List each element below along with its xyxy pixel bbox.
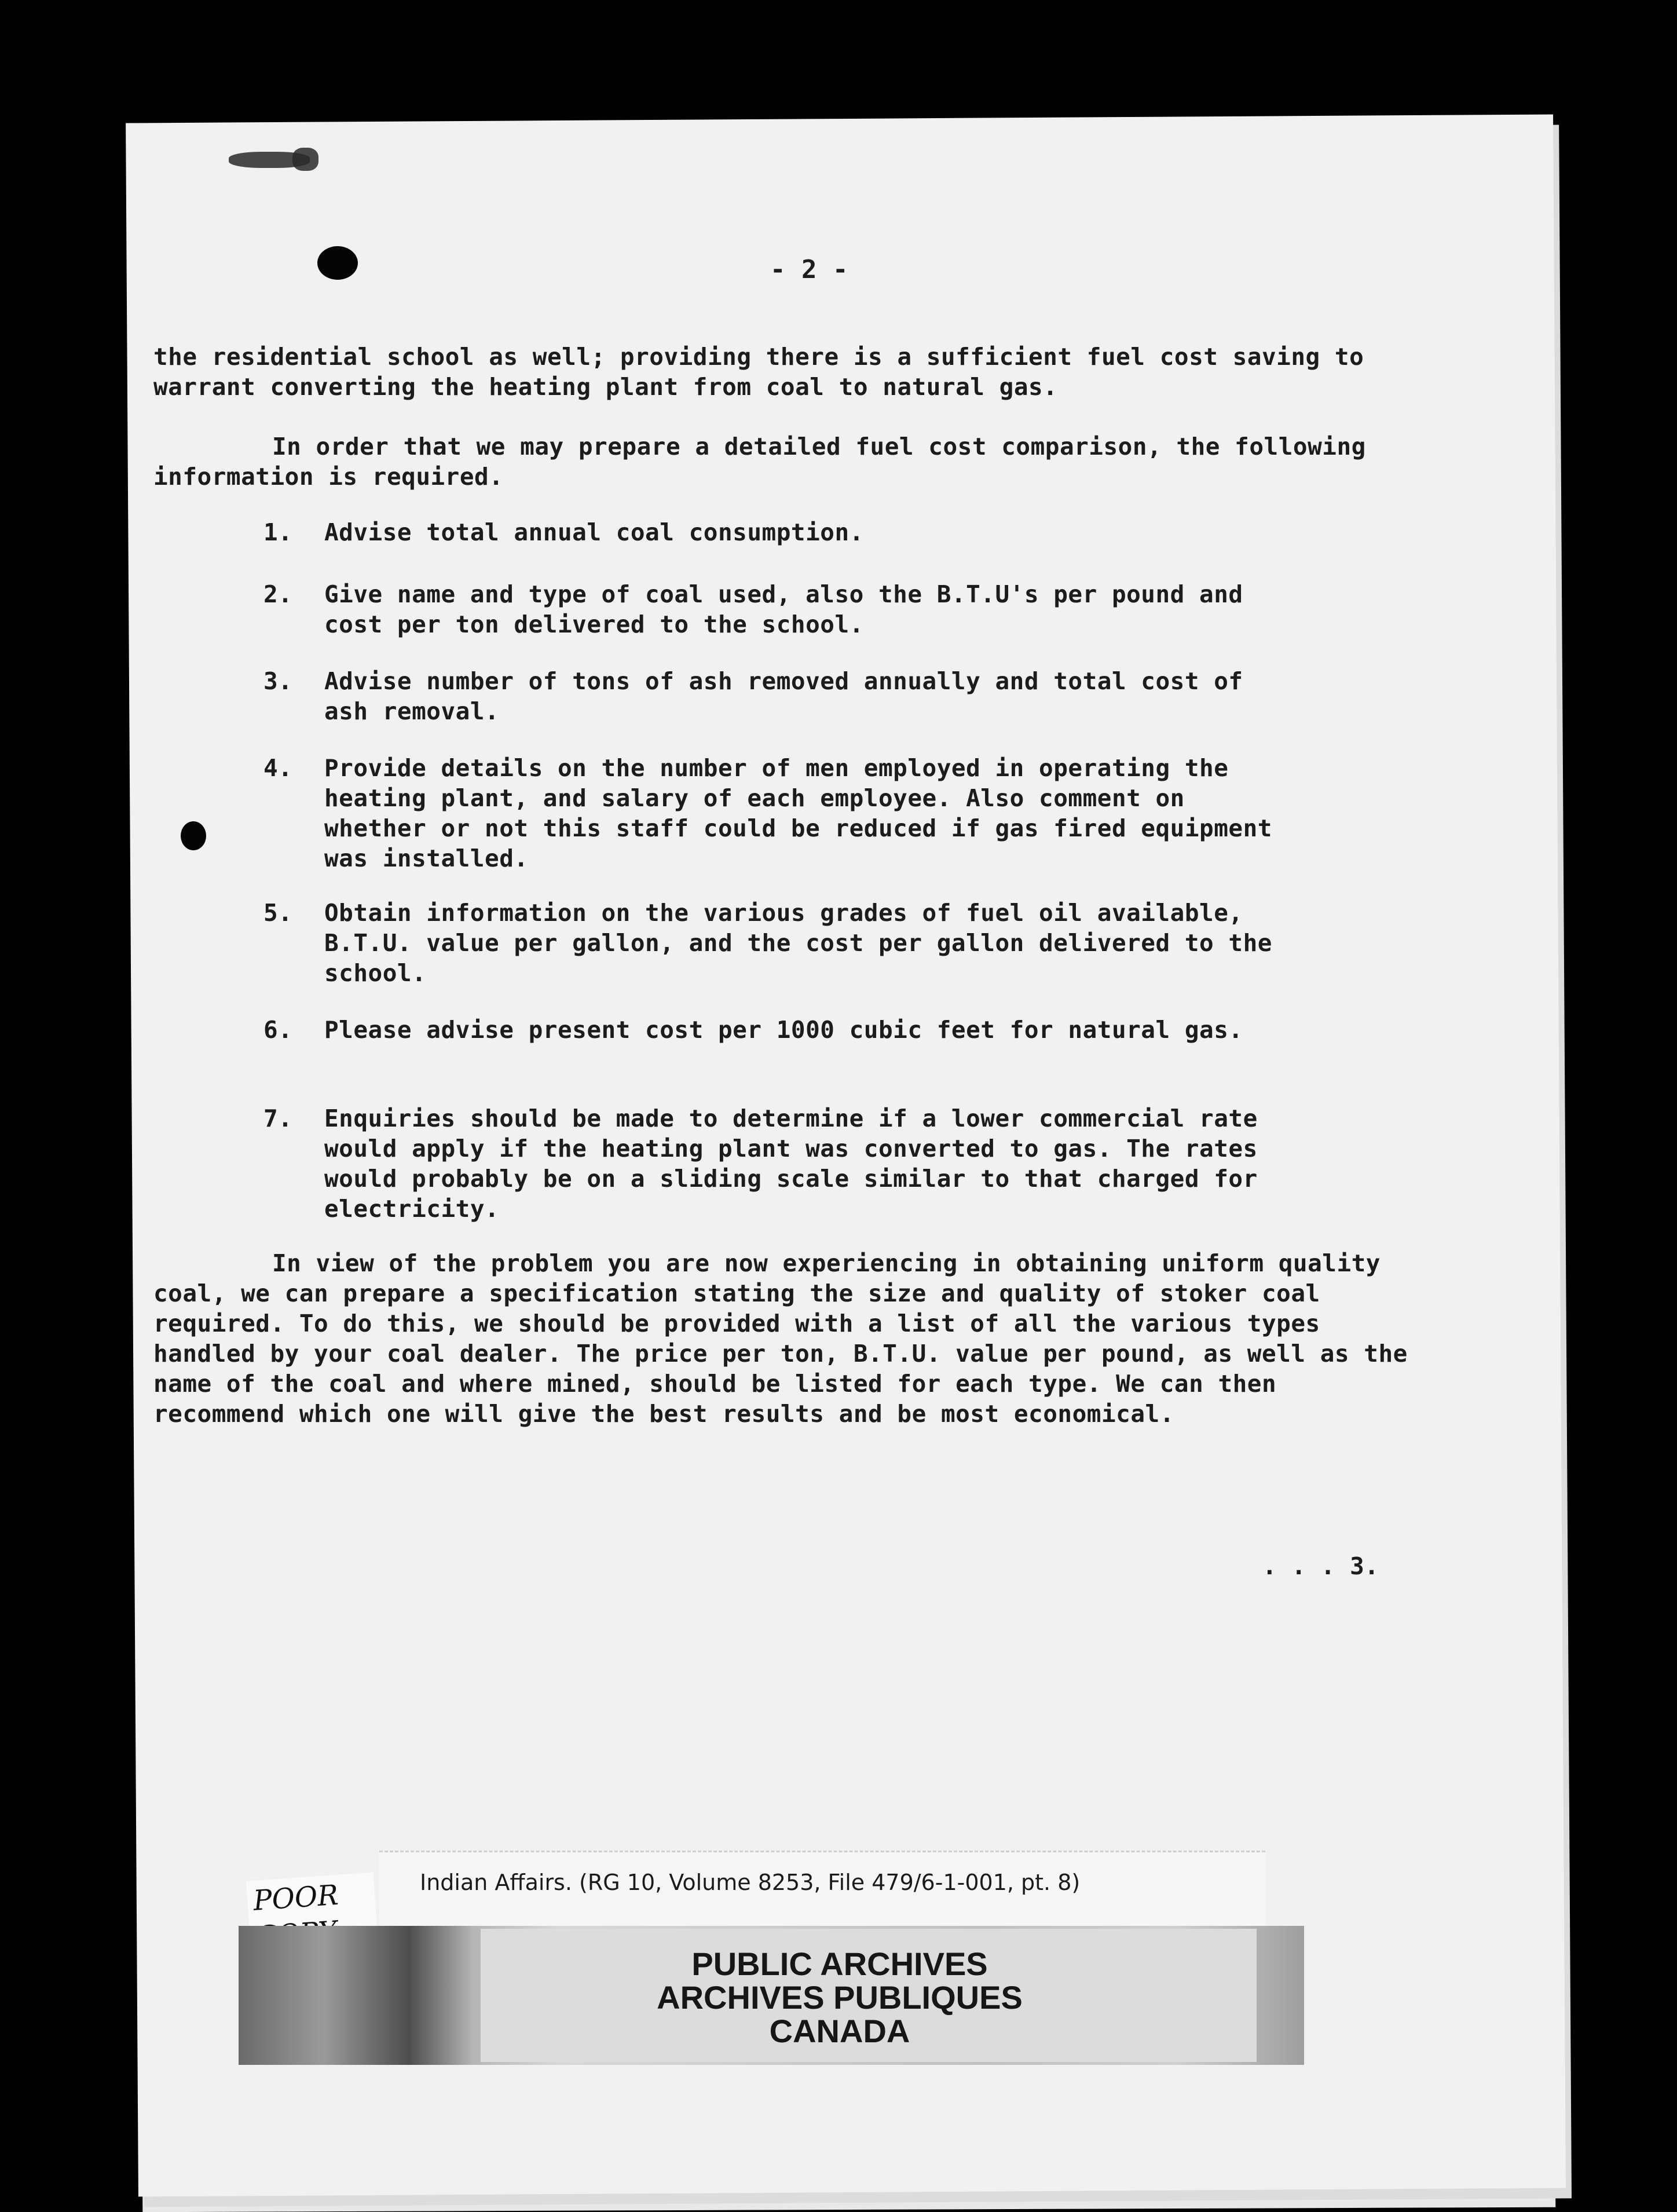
list-item-number: 2.	[263, 580, 293, 608]
list-item	[263, 898, 1364, 988]
stamp-line: CANADA	[769, 2013, 910, 2049]
list-item-number: 5.	[263, 899, 293, 927]
list-item-text: Advise number of tons of ash removed annually and total cost of ash removal.	[324, 667, 1243, 725]
list-item	[263, 753, 1364, 872]
punch-hole-middle	[181, 821, 206, 850]
archive-stamp	[481, 1947, 1199, 2048]
list-item-text: Provide details on the number of men employed in operating the heating plant, and salary of each employee. Also comment on whether or not this staff could be reduced if gas fired equipment was installed.	[324, 754, 1272, 872]
stamp-line: PUBLIC ARCHIVES	[691, 1946, 988, 1982]
ink-smudge	[292, 148, 318, 171]
stamp-line: ARCHIVES PUBLIQUES	[657, 1979, 1023, 2016]
list-item	[263, 579, 1364, 670]
list-item-number: 3.	[263, 667, 293, 695]
list-item-text: Advise total annual coal consumption.	[324, 518, 864, 546]
punch-hole-top	[317, 246, 358, 280]
list-item-number: 7.	[263, 1105, 293, 1132]
page-number: - 2 -	[770, 255, 848, 284]
list-item	[263, 666, 1364, 756]
intro-paragraph: In order that we may prepare a detailed fuel cost comparison, the following information is required.	[153, 433, 1366, 491]
continued-marker: . . . 3.	[1262, 1552, 1379, 1580]
list-item-number: 6.	[263, 1016, 293, 1044]
archive-reference: Indian Affairs. (RG 10, Volume 8253, File 479/6-1-001, pt. 8)	[420, 1870, 1081, 1895]
opening-paragraph: the residential school as well; providing there is a sufficient fuel cost saving to warrant converting the heating plant from coal to natural gas.	[153, 343, 1364, 401]
list-item-text: Enquiries should be made to determine if a lower commercial rate would apply if the heating plant was converted to gas. The rates would probably be on a sliding scale similar to that charged for electricity.	[324, 1105, 1258, 1223]
list-item-text: Give name and type of coal used, also the B.T.U's per pound and cost per ton delivered to the school.	[324, 580, 1243, 638]
list-item-number: 4.	[263, 754, 293, 782]
list-item-number: 1.	[263, 518, 293, 546]
list-item-text: Please advise present cost per 1000 cubic feet for natural gas.	[324, 1016, 1243, 1044]
list-item-text: Obtain information on the various grades of fuel oil available, B.T.U. value per gallon, and the cost per gallon delivered to the school.	[324, 899, 1272, 987]
closing-paragraph: In view of the problem you are now experiencing in obtaining uniform quality coal, we can prepare a specification stating the size and quality of stoker coal required. To do this, we should be provided with a list of all the various types handled by your coal dealer. The price per ton, B.T.U. value per pound, as well as the name of the coal and where mined, should be listed for each type. We can then recommend which one will give the best results and be most economical.	[153, 1249, 1408, 1428]
list-item	[263, 1103, 1364, 1223]
poor-copy-line: POOR	[252, 1878, 340, 1918]
list-item	[263, 1015, 1364, 1105]
